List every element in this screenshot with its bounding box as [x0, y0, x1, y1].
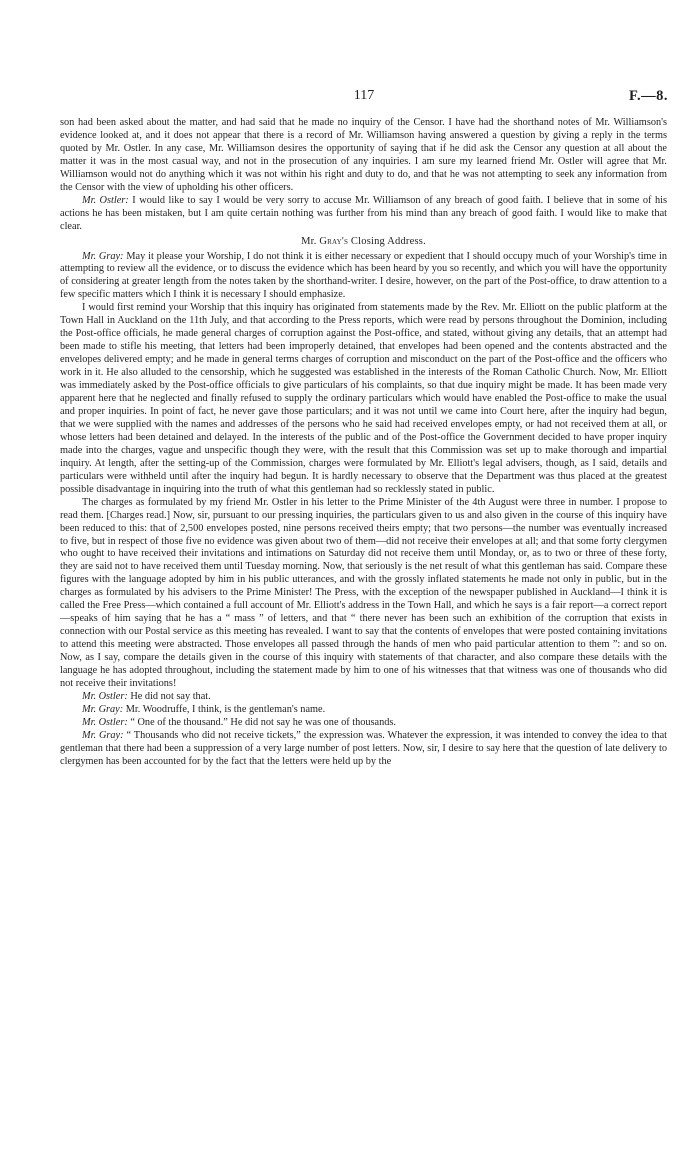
paragraph	[60, 730, 667, 769]
speaker-name: Mr. Gray:	[82, 729, 124, 741]
paragraph	[60, 497, 667, 691]
paragraph	[60, 251, 667, 303]
paragraph-text: “ One of the thousand.” He did not say he was one of thousands.	[130, 716, 397, 728]
speaker-name: Mr. Gray:	[82, 703, 124, 715]
paragraph	[60, 302, 667, 496]
speaker-name: Mr. Ostler:	[82, 194, 129, 206]
paragraph-text: son had been asked about the matter, and had said that he made no inquiry of the Censor. I have had the shorthand notes of Mr. Williamson's evidence looked at, and it does not appear that there is a record of Mr. Williamson having answered a question by giving a reply in the terms quoted by Mr. Ostler. In any case, Mr. Williamson desires the opportunity of saying that if he did ask the Censor any question at all about the matter it was in the most casual way, and not in the prosecution of any inquiries. I am sure my learned friend Mr. Ostler will agree that Mr. Williamson would not do anything which it was not within his right and duty to do, and that he was not attempting to seek any information from the Censor with the view of upholding his other officers.	[60, 117, 667, 193]
paragraph-text: The charges as formulated by my friend Mr. Ostler in his letter to the Prime Minister of the 4th August were three in number. I propose to read them. [Charges read.] Now, sir, pursuant to our pressing inquiries, the particulars given to us and also given in the course of this inquiry have been reduced to this: that of 2,500 envelopes posted, nine persons received theirs empty; that two persons—the number was eventually increased to five, but in respect of those five no evidence was given about two of them—did not receive their envelopes at all; and that some forty clergymen who ought to have received their invitations and intimations on Saturday did not receive them until Monday, or, as to two or three of these forty, they are said not to have received them until Tuesday morning. Now, that seriously is the net result of what this gentleman has said. Compare these figures with the language adopted by him in his public utterances, and with the grossly inflated statements he made not only in public, but in the charges as formulated by his advisers to the Prime Minister! The Press, with the exception of the newspaper published in Auckland—I think it is called the Free Press—which contained a full account of Mr. Elliott's address in the Town Hall, and which he says is a fair report—a correct report—speaks of him saying that he has a “ mass ” of letters, and that “ there never has been such an exhibition of the corruption that exists in connection with our Postal service as this meeting has revealed. I want to say that the contents of envelopes that were posted containing invitations to attend this meeting were abstracted. Those envelopes all passed through the hands of men who paid particular attention to them ”: and so on. Now, as I say, compare the details given in the course of this inquiry with statements of that character, and also compare these details with the language he has adopted throughout, including the statement made by him to one of his witnesses that that witness was one of thousands who did not receive their invitations!	[60, 496, 667, 689]
paragraph-text: “ Thousands who did not receive tickets,” the expression was. Whatever the expression, it was intended to convey the idea to that gentleman that there had been a suppression of a very large number of post letters. Now, sir, I desire to say here that the question of late delivery to clergymen has been accounted for by the fact that the letters were held up by the	[60, 729, 668, 767]
paragraph-text: He did not say that.	[130, 690, 211, 702]
page-header	[60, 88, 668, 108]
page-number: 117	[353, 88, 375, 103]
paragraph	[60, 717, 667, 730]
paragraph	[60, 195, 667, 234]
speaker-name: Mr. Gray:	[82, 250, 124, 262]
paragraph	[60, 691, 667, 704]
speaker-name: Mr. Ostler:	[82, 716, 128, 728]
paragraph-text: Mr. Woodruffe, I think, is the gentleman's name.	[125, 703, 326, 715]
paragraph-text: I would first remind your Worship that this inquiry has originated from statements made by the Rev. Mr. Elliott on the public platform at the Town Hall in Auckland on the 11th July, and that according to the Press reports, which were read by persons throughout the Dominion, including the Post-office officials, he made general charges of corruption against the Post-office, and stated, without giving any details, that an attempt had been made to stifle his meeting, that letters had been improperly detained, that envelopes had been opened and the contents abstracted and the envelopes delivered empty; and he made in general terms charges of corruption and misconduct on the part of the Post-office and the officers who work in it. He also alluded to the censorship, which he suggested was established in the interests of the Roman Catholic Church. Now, Mr. Elliott was immediately asked by the Post-office officials to give particulars of his complaints, so that due inquiry might be made. It has been made very apparent here that he neglected and finally refused to supply the ordinary particulars which would have enabled the Post-office to make the usual and proper inquiries. In point of fact, he never gave those particulars; and it was not until we came into Court here, after the inquiry had begun, that we were supplied with the names and addresses of the persons who he said had received envelopes empty, or had not received them at all, or whose letters had been detained and delayed. In the interests of the public and of the Post-office the Government decided to have proper inquiry made into the charges, vague and unspecific though they were, with the result that this Commission was set up to make thorough and impartial inquiry. At length, after the setting-up of the Commission, charges were formulated by Mr. Elliott's legal advisers, though, as I said, details and particulars were withheld until after the inquiry had begun. It is hardly necessary to observe that the Department was thus placed at the greatest possible disadvantage in inquiring into the truth of what this gentleman had so recklessly stated in public.	[60, 302, 667, 495]
speaker-name: Mr. Ostler:	[82, 690, 128, 702]
section-heading: Mr. Gray's Closing Address.	[301, 235, 426, 247]
paragraph	[60, 117, 667, 195]
paragraph-text: May it please your Worship, I do not think it is either necessary or expedient that I should occupy much of your Worship's time in attempting to review all the evidence, or to discuss the evidence which has been heard by you so recently, and which you will have the opportunity of considering at greater length from the notes taken by the shorthand-writer. I desire, however, on the part of the Post-office, to draw attention to a few specific matters which I think it is necessary I should emphasize.	[60, 250, 668, 301]
paragraph	[60, 704, 667, 717]
document-reference: F.—8.	[628, 88, 668, 104]
document-body	[60, 117, 667, 769]
paragraph-text: I would like to say I would be very sorry to accuse Mr. Williamson of any breach of good faith. I believe that in some of his actions he has been mistaken, but I am quite certain nothing was further from his mind than any breach of good faith. I would like to make that clear.	[60, 194, 667, 232]
